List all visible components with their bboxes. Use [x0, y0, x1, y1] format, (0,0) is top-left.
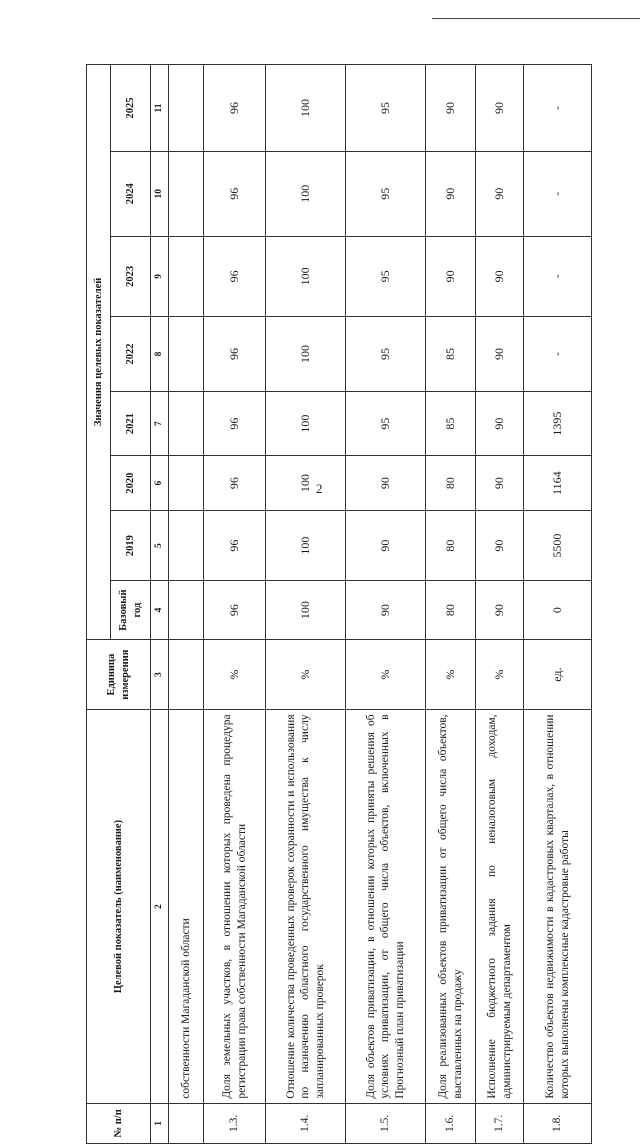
header-unit: Единица измерения: [87, 639, 151, 710]
indicator-name: Количество объектов недвижимости в кадастровых кварталах, в отношении которых выполнены комплексные кадастровые работы: [524, 710, 592, 1103]
year-value: 96: [204, 391, 266, 456]
table-cell: [169, 236, 204, 317]
year-value: 96: [204, 236, 266, 317]
header-base-year: Базовый год: [111, 581, 151, 639]
unit-cell: %: [204, 639, 266, 710]
page-number: 2: [316, 481, 323, 496]
year-value: 100: [266, 65, 346, 152]
year-value: 90: [346, 510, 426, 581]
year-value: 90: [476, 510, 524, 581]
indicator-name: Доля земельных участков, в отношении которых проведена процедура регистрации права собственности Магаданской области: [204, 710, 266, 1103]
year-value: 100: [266, 456, 346, 510]
year-value: 90: [346, 456, 426, 510]
table-row: [346, 65, 426, 1144]
year-value: 96: [204, 510, 266, 581]
year-value: 90: [426, 65, 476, 152]
table-row: [266, 65, 346, 1144]
unit-cell: %: [346, 639, 426, 710]
year-value: -: [524, 317, 592, 392]
column-index: 11: [151, 65, 169, 152]
rotated-table-sheet: [86, 64, 571, 1144]
year-value: -: [524, 151, 592, 236]
section-continuation-text: собственности Магаданской области: [169, 710, 204, 1103]
year-value: 90: [426, 236, 476, 317]
target-indicators-table: [86, 64, 592, 1144]
header-num: № п/п: [87, 1103, 151, 1143]
year-value: 80: [426, 456, 476, 510]
section-continuation-row: [169, 65, 204, 1144]
year-value: 90: [476, 317, 524, 392]
year-value: 95: [346, 151, 426, 236]
year-value: 95: [346, 391, 426, 456]
base-year-value: 90: [476, 581, 524, 639]
unit-cell: ед.: [524, 639, 592, 710]
column-index: 9: [151, 236, 169, 317]
column-index: 4: [151, 581, 169, 639]
row-number: 1.3.: [204, 1103, 266, 1143]
year-value: 85: [426, 391, 476, 456]
year-value: 100: [266, 236, 346, 317]
table-cell: [169, 151, 204, 236]
base-year-value: 80: [426, 581, 476, 639]
indicator-rows: [204, 65, 592, 1144]
indicator-name: Доля объектов приватизации, в отношении которых приняты решения об условиях приватизации, от общего числа объектов, включенных в Прогнозный план приватизации: [346, 710, 426, 1103]
year-value: 90: [476, 391, 524, 456]
row-number: 1.6.: [426, 1103, 476, 1143]
table-cell: [169, 581, 204, 639]
scan-edge-line: [432, 18, 640, 19]
base-year-value: 96: [204, 581, 266, 639]
header-values-group: Значения целевых показателей: [87, 65, 111, 640]
column-index: 2: [151, 710, 169, 1103]
year-value: 100: [266, 510, 346, 581]
header-year-2024: 2024: [111, 151, 151, 236]
year-value: 95: [346, 317, 426, 392]
base-year-value: 0: [524, 581, 592, 639]
year-value: 80: [426, 510, 476, 581]
year-value: 5500: [524, 510, 592, 581]
indicator-name: Отношение количества проведенных проверок сохранности и использования по назначению областного государственного имущества к числу запланированных проверок: [266, 710, 346, 1103]
year-value: 1395: [524, 391, 592, 456]
header-indicator: Целевой показатель (наименование): [87, 710, 151, 1103]
year-value: -: [524, 236, 592, 317]
table-cell: [169, 456, 204, 510]
indicator-name: Исполнение бюджетного задания по неналоговым доходам, администрируемым департаментом: [476, 710, 524, 1103]
table-row: [476, 65, 524, 1144]
table-cell: [169, 391, 204, 456]
base-year-value: 100: [266, 581, 346, 639]
row-number: 1.8.: [524, 1103, 592, 1143]
row-number: [169, 1103, 204, 1143]
column-index: 10: [151, 151, 169, 236]
year-value: 96: [204, 456, 266, 510]
column-index: 7: [151, 391, 169, 456]
unit-cell: %: [476, 639, 524, 710]
unit-cell: %: [426, 639, 476, 710]
year-value: 96: [204, 317, 266, 392]
year-value: 90: [476, 65, 524, 152]
table-row: [426, 65, 476, 1144]
year-value: 95: [346, 65, 426, 152]
unit-cell: %: [266, 639, 346, 710]
table-row: [204, 65, 266, 1144]
table-row: [524, 65, 592, 1144]
header-year-2021: 2021: [111, 391, 151, 456]
year-value: 100: [266, 391, 346, 456]
row-number: 1.5.: [346, 1103, 426, 1143]
year-value: 90: [476, 456, 524, 510]
header-year-2025: 2025: [111, 65, 151, 152]
column-index: 3: [151, 639, 169, 710]
year-value: 1164: [524, 456, 592, 510]
table-cell: [169, 65, 204, 152]
column-index: 5: [151, 510, 169, 581]
year-value: 85: [426, 317, 476, 392]
table-cell: [169, 510, 204, 581]
year-value: 90: [476, 151, 524, 236]
header-year-2023: 2023: [111, 236, 151, 317]
indicator-name: Доля реализованных объектов приватизации от общего числа объектов, выставленных на продажу: [426, 710, 476, 1103]
year-value: 90: [426, 151, 476, 236]
header-year-2020: 2020: [111, 456, 151, 510]
column-index: 8: [151, 317, 169, 392]
row-number: 1.7.: [476, 1103, 524, 1143]
header-year-2019: 2019: [111, 510, 151, 581]
year-value: 100: [266, 317, 346, 392]
year-value: 95: [346, 236, 426, 317]
year-value: 96: [204, 151, 266, 236]
year-value: 96: [204, 65, 266, 152]
year-value: 90: [476, 236, 524, 317]
column-index: 6: [151, 456, 169, 510]
table-cell: [169, 317, 204, 392]
column-index: 1: [151, 1103, 169, 1143]
base-year-value: 90: [346, 581, 426, 639]
table-cell: [169, 639, 204, 710]
year-value: -: [524, 65, 592, 152]
year-value: 100: [266, 151, 346, 236]
row-number: 1.4.: [266, 1103, 346, 1143]
header-year-2022: 2022: [111, 317, 151, 392]
